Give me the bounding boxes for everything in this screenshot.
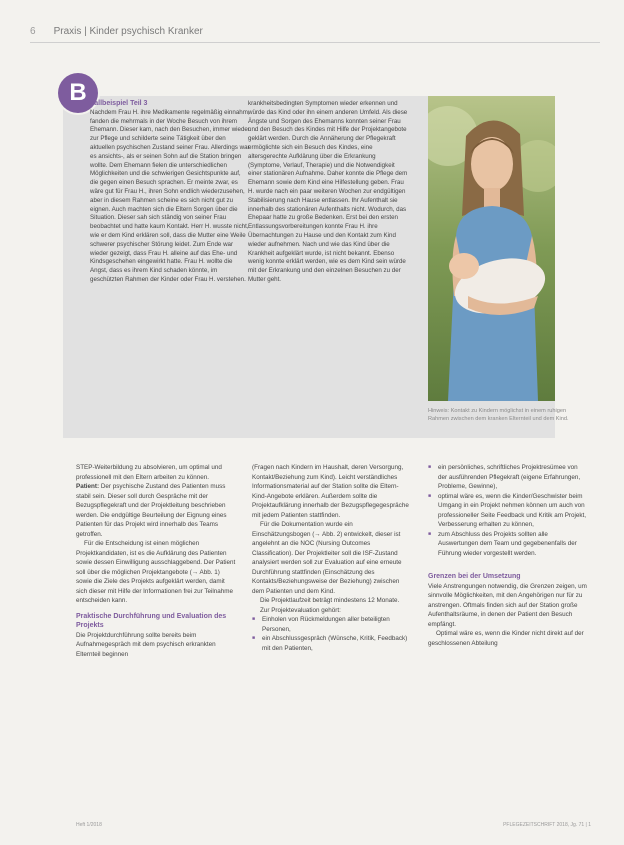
body-paragraph: Optimal wäre es, wenn die Kinder nicht direkt auf der geschlossenen Abteilung [428,630,584,647]
body-column-3 [428,463,588,648]
body-paragraph: Die Projektlaufzeit beträgt mindestens 12 Monate. [260,597,400,604]
box-column-2 [248,100,408,285]
evaluation-list [252,615,412,653]
section-heading: Praktische Durchführung und Evaluation des Projekts [76,612,227,629]
photo-illustration [428,96,555,401]
page-footer [76,822,591,828]
box-text-1: Nachdem Frau H. ihre Medikamente regelmäßig einnahm, fanden die mehrmals in der Woche Besuch von ihrem Ehemann. Dieser kam, nach den Besuchen, immer wieder zur Pflege und schilderte seine Tätigkeit über den aktuellen psychischen Zustand seiner Frau. Allerdings war es ansichts-, als er seinen Sohn auf die Station bringen wollte. Dem Ehemann fielen die unterschiedlichen Möglichkeiten und die schwierigen Gesichtspunkte auf, die gegen einen Besuch sprachen. Er meinte zwar, es wäre gut für Frau H., ihren Sohn endlich wiederzusehen, aber in diesem Rahmen scheine es sich nicht gut zu eignen. Auch machten sich die Eltern Sorgen über die Situation. Dieser sah sich ständig von seiner Frau beobachtet und hatte kaum Kontakt. Herr H. wusste nicht, wie er dem Kind erklären soll, dass die Mutter eine Weile schwerer psychischer Störung leidet. Zum Ende war wieder gezeigt, dass Frau H. alleine auf das Ehe- und Kindsgeschehen eingewirkt hatte. Frau H. wollte die Angst, dass es ihrem Kind schaden könnte, im geschützten Rahmen der Kinder oder Frau H. verstehen. [90,108,250,283]
body-paragraph: STEP-Weiterbildung zu absolvieren, um optimal und professionell mit den Eltern arbeiten zu können. [76,464,222,481]
body-column-1 [76,463,236,659]
box-column-1 [90,100,250,285]
paragraph-label: Patient: [76,483,100,490]
footer-left: Heft 1/2018 [76,822,102,828]
body-paragraph: Die Projektdurchführung sollte bereits beim Aufnahmegespräch mit dem psychisch erkrankten Elternteil beginnen [76,631,216,658]
section-heading: Grenzen bei der Umsetzung [428,573,521,580]
evaluation-list-cont [428,463,588,558]
box-text-2: krankheitsbedingten Symptomen wieder erkennen und würde das Kind oder ihn einem anderen Umfeld. Als diese Ängste und Sorgen des Ehemanns konnten seiner Frau und den Besuch des Kindes mit Hilfe der Projektangebote geklärt werden. Durch die Annäherung der Pflegekraft ermöglichte sich ein Besuch des Kindes, eine altersgerechte Aufklärung über die Erkrankung (Symptome, Verlauf, Therapie) und die Notwendigkeit einer stationären Aufnahme. Daher konnte die Pflege dem Ehemann sowie dem Kind eine Hilfestellung geben. Frau H. wurde nach ein paar weiteren Wochen zur endgültigen Stabilisierung nach Hause entlassen. Ihr Aufenthalt sie innerhalb des stationären Aufenthalts nicht. Wodurch, das Ehepaar hatte zu große Bedenken. Erst bei den ersten Entlassungsvorbereitungen konnte Frau H. ihre Übernachtungen zu Hause und den Kontakt zum Kind wieder aufnehmen. Nach und wie das Kind über die Krankheit aufgeklärt wurde, ist nicht bekannt. Ebenso wenig konnte erklärt werden, wie es dem Kind sein würde mit der Erkrankung und den einzelnen Besuchen zu der Mutter geht. [248,100,408,283]
list-item: ■ ein persönliches, schriftliches Projektresümee von der ausführenden Pflegekraft (eigene Erfahrungen, Probleme, Gewinne), [428,463,588,492]
paragraph-text: Der psychische Zustand des Patienten muss stabil sein. Dieser soll durch Gespräche mit der Bezugspflegekraft und der Projektleitung beschrieben werden. Die endgültige Beurteilung der Eignung eines Patienten für das Projekt wird innerhalb des Teams getroffen. [76,483,227,538]
body-paragraph: (Fragen nach Kindern im Haushalt, deren Versorgung, Kontakt/Beziehung zum Kind). Leicht verständliches Informationsmaterial auf der Station sollte die Eltern-Kind-Angebote erklären. Außerdem sollte die Projektaufklärung innerhalb der Bezugspflegegespräche mit jedem Patienten stattfinden. [252,464,409,519]
running-header [30,26,600,37]
mother-baby-photo [428,96,555,401]
body-paragraph [76,482,236,539]
header-rule [30,42,600,43]
body-paragraph: Viele Anstrengungen notwendig, die Grenzen zeigen, um sinnvolle Möglichkeiten, mit den Angehörigen nur für zu anstrengen. Oftmals finden sich auf der Station große Aufenthaltsräume, in denen der Patient den Besuch empfängt. [428,582,587,628]
box-badge: B [58,73,98,113]
footer-right: PFLEGEZEITSCHRIFT 2018, Jg. 71 | 1 [503,822,591,828]
page-number: 6 [30,26,36,37]
photo-caption: Hinweis: Kontakt zu Kindern möglichst in einem ruhigen Rahmen zwischen dem kranken Elternteil und dem Kind. [428,408,569,422]
body-paragraph: Für die Entscheidung ist einen möglichen Projektkandidaten, ist es die Aufklärung des Patienten sowie dessen Einwilligung ausschlaggebend. Der Patient soll über die möglichen Projektangebote (→ Abb. 1) sowie die Ziele des Projekts aufgeklärt werden, damit sich dieser mit Hilfe der Informationen frei zur Teilnahme entscheiden kann. [76,540,236,604]
box-title: Fallbeispiel Teil 3 [90,100,148,107]
list-item: ■ Einholen von Rückmeldungen aller beteiligten Personen, [252,615,412,634]
list-item: ■ zum Abschluss des Projekts sollten alle Auswertungen dem Team und gegebenenfalls der Führung wieder vorgestellt werden. [428,530,588,559]
body-paragraph: Zur Projektevaluation gehört: [260,606,341,614]
header-title: Praxis | Kinder psychisch Kranker [53,26,203,37]
list-item: ■ optimal wäre es, wenn die Kinder/Geschwister beim Umgang in ein Projekt nehmen können um auch von professioneller Seite Feedback und Kritik am Projekt, Verbesserung erhalten zu können, [428,492,588,530]
list-item: ■ ein Abschlussgespräch (Wünsche, Kritik, Feedback) mit den Patienten, [252,634,412,653]
body-paragraph: Für die Dokumentation wurde ein Einschätzungsbogen (→ Abb. 2) entwickelt, dieser ist angelehnt an die NOC (Nursing Outcomes Classification). Der Projektleiter soll die ISF-Zustand analysiert werden soll zur Evaluation auf eine erneute Durchführung stattfinden (Einschätzung des Kontakts/Beziehungsweise der Beziehung) zwischen dem Patienten und dem Kind. [252,521,402,595]
body-column-2 [252,463,412,653]
